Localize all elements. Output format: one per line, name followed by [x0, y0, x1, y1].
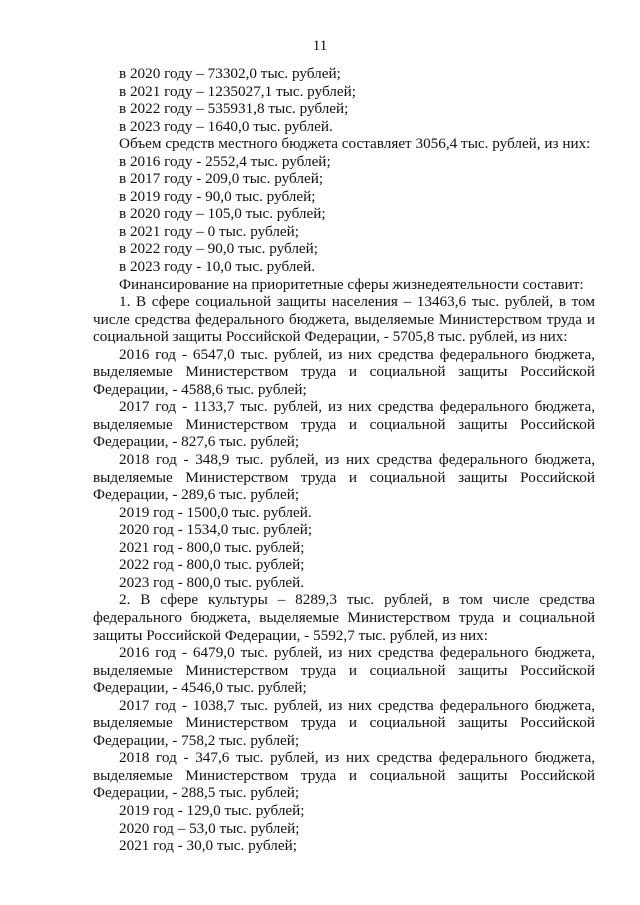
budget-line-2021: в 2021 году – 1235027,1 тыс. рублей;	[119, 82, 356, 100]
social-protection-2017: 2017 год - 1133,7 тыс. рублей, из них средства федерального бюджета, выделяемые Министерством труда и социальной защиты Российской Федерации, - 827,6 тыс. рублей;	[93, 398, 595, 451]
local-budget-line-2023: в 2023 году - 10,0 тыс. рублей.	[119, 258, 316, 276]
budget-line-2022: в 2022 году – 535931,8 тыс. рублей;	[119, 100, 349, 118]
local-budget-line-2019: в 2019 году - 90,0 тыс. рублей;	[119, 187, 316, 205]
social-protection-2020: 2020 год - 1534,0 тыс. рублей;	[119, 521, 313, 539]
local-budget-line-2016: в 2016 году - 2552,4 тыс. рублей;	[119, 152, 331, 170]
social-protection-2023: 2023 год - 800,0 тыс. рублей.	[119, 573, 305, 591]
page-number: 11	[312, 38, 328, 54]
culture-2017: 2017 год - 1038,7 тыс. рублей, из них средства федерального бюджета, выделяемые Министерством труда и социальной защиты Российской Федерации, - 758,2 тыс. рублей;	[93, 696, 595, 749]
social-protection-2021: 2021 год - 800,0 тыс. рублей;	[119, 538, 305, 556]
budget-line-2023: в 2023 году – 1640,0 тыс. рублей.	[119, 117, 333, 135]
local-budget-heading: Объем средств местного бюджета составляет 3056,4 тыс. рублей, из них:	[119, 135, 591, 153]
social-protection-2016: 2016 год - 6547,0 тыс. рублей, из них средства федерального бюджета, выделяемые Министерством труда и социальной защиты Российской Федерации, - 4588,6 тыс. рублей;	[93, 345, 595, 398]
document-body	[93, 65, 595, 855]
social-protection-2019: 2019 год - 1500,0 тыс. рублей.	[119, 503, 312, 521]
local-budget-line-2022: в 2022 году – 90,0 тыс. рублей;	[119, 240, 319, 258]
culture-2016: 2016 год - 6479,0 тыс. рублей, из них средства федерального бюджета, выделяемые Министерством труда и социальной защиты Российской Федерации, - 4546,0 тыс. рублей;	[93, 644, 595, 697]
culture-2018: 2018 год - 347,6 тыс. рублей, из них средства федерального бюджета, выделяемые Министерством труда и социальной защиты Российской Федерации, - 288,5 тыс. рублей;	[93, 749, 595, 802]
priority-spheres-heading: Финансирование на приоритетные сферы жизнедеятельности составит:	[119, 275, 584, 293]
social-protection-2018: 2018 год - 348,9 тыс. рублей, из них средства федерального бюджета, выделяемые Министерством труда и социальной защиты Российской Федерации, - 289,6 тыс. рублей;	[93, 451, 595, 504]
social-protection-paragraph: 1. В сфере социальной защиты населения – 13463,6 тыс. рублей, в том числе средства федерального бюджета, выделяемые Министерством труда и социальной защиты Российской Федерации, - 5705,8 тыс. рублей, из них:	[93, 293, 595, 346]
culture-2021: 2021 год - 30,0 тыс. рублей;	[119, 837, 297, 855]
budget-line-2020: в 2020 году – 73302,0 тыс. рублей;	[119, 65, 341, 82]
culture-2020: 2020 год – 53,0 тыс. рублей;	[119, 819, 300, 837]
culture-paragraph: 2. В сфере культуры – 8289,3 тыс. рублей, в том числе средства федерального бюджета, выделяемые Министерством труда и социальной защиты Российской Федерации, - 5592,7 тыс. рублей, из них:	[93, 591, 595, 644]
local-budget-line-2020: в 2020 году – 105,0 тыс. рублей;	[119, 205, 326, 223]
local-budget-line-2017: в 2017 году - 209,0 тыс. рублей;	[119, 170, 324, 188]
culture-2019: 2019 год - 129,0 тыс. рублей;	[119, 801, 305, 819]
social-protection-2022: 2022 год - 800,0 тыс. рублей;	[119, 556, 305, 574]
local-budget-line-2021: в 2021 году – 0 тыс. рублей;	[119, 222, 300, 240]
